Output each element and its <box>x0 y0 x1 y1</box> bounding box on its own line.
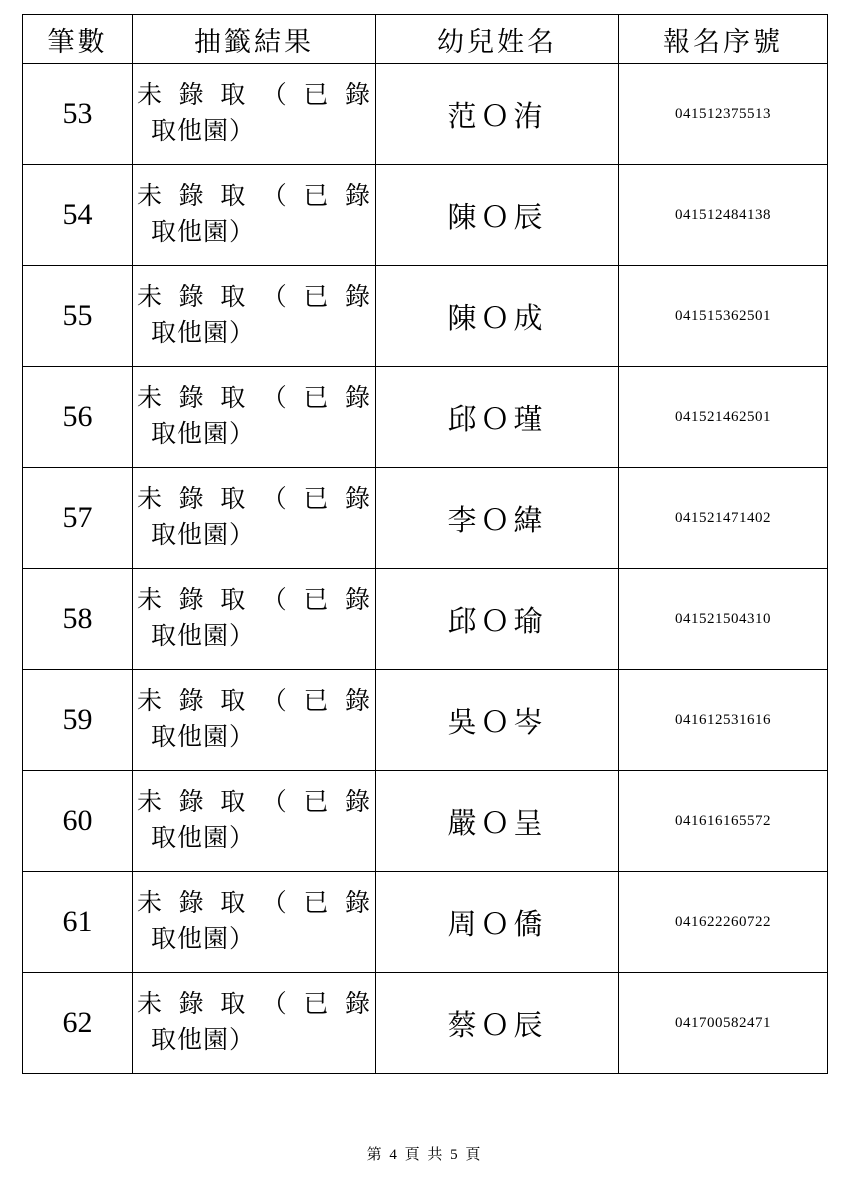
cell-result <box>133 973 376 1074</box>
result-line-2: 取他園） <box>151 926 256 953</box>
cell-count: 57 <box>23 468 133 569</box>
result-line-2: 取他園） <box>151 522 256 549</box>
result-line-1: 未錄取（已錄 <box>137 586 371 614</box>
cell-count: 56 <box>23 367 133 468</box>
result-line-2: 取他園） <box>151 421 256 448</box>
result-line-2: 取他園） <box>151 825 256 852</box>
cell-result <box>133 569 376 670</box>
table-row <box>23 569 828 670</box>
lottery-results-table <box>22 14 828 1074</box>
cell-count: 62 <box>23 973 133 1074</box>
result-line-1: 未錄取（已錄 <box>137 889 371 917</box>
result-line-1: 未錄取（已錄 <box>137 182 371 210</box>
column-header-result: 抽籤結果 <box>133 15 376 64</box>
page-footer: 第 4 頁 共 5 頁 <box>366 1147 483 1163</box>
cell-serial: 041521504310 <box>619 569 828 670</box>
table-body <box>23 64 828 1074</box>
cell-serial: 041515362501 <box>619 266 828 367</box>
cell-serial: 041612531616 <box>619 670 828 771</box>
cell-serial: 041512375513 <box>619 64 828 165</box>
table-row <box>23 165 828 266</box>
cell-count: 54 <box>23 165 133 266</box>
result-line-1: 未錄取（已錄 <box>137 687 371 715</box>
cell-result <box>133 771 376 872</box>
table-header <box>23 15 828 64</box>
cell-serial: 041521471402 <box>619 468 828 569</box>
cell-count: 61 <box>23 872 133 973</box>
cell-name: 范Ｏ洧 <box>376 64 619 165</box>
cell-result <box>133 367 376 468</box>
cell-name: 邱Ｏ瑾 <box>376 367 619 468</box>
cell-serial: 041616165572 <box>619 771 828 872</box>
table-row <box>23 266 828 367</box>
cell-name: 嚴Ｏ呈 <box>376 771 619 872</box>
cell-name: 李Ｏ緯 <box>376 468 619 569</box>
cell-count: 53 <box>23 64 133 165</box>
table-row <box>23 367 828 468</box>
cell-count: 55 <box>23 266 133 367</box>
column-header-count: 筆數 <box>23 15 133 64</box>
cell-serial: 041512484138 <box>619 165 828 266</box>
result-line-1: 未錄取（已錄 <box>137 990 371 1018</box>
cell-name: 陳Ｏ成 <box>376 266 619 367</box>
cell-result <box>133 165 376 266</box>
result-line-2: 取他園） <box>151 118 256 145</box>
result-line-1: 未錄取（已錄 <box>137 283 371 311</box>
table-row <box>23 670 828 771</box>
cell-name: 邱Ｏ瑜 <box>376 569 619 670</box>
cell-count: 58 <box>23 569 133 670</box>
result-line-1: 未錄取（已錄 <box>137 485 371 513</box>
table-row <box>23 64 828 165</box>
result-line-2: 取他園） <box>151 1027 256 1054</box>
result-line-1: 未錄取（已錄 <box>137 788 371 816</box>
cell-result <box>133 266 376 367</box>
result-line-1: 未錄取（已錄 <box>137 81 371 109</box>
table-row <box>23 468 828 569</box>
cell-name: 周Ｏ僑 <box>376 872 619 973</box>
cell-result <box>133 872 376 973</box>
column-header-serial: 報名序號 <box>619 15 828 64</box>
cell-name: 吳Ｏ岑 <box>376 670 619 771</box>
cell-name: 陳Ｏ辰 <box>376 165 619 266</box>
cell-result <box>133 670 376 771</box>
result-line-2: 取他園） <box>151 320 256 347</box>
column-header-name: 幼兒姓名 <box>376 15 619 64</box>
cell-result <box>133 64 376 165</box>
cell-name: 蔡Ｏ辰 <box>376 973 619 1074</box>
cell-serial: 041622260722 <box>619 872 828 973</box>
result-line-2: 取他園） <box>151 724 256 751</box>
table-row <box>23 771 828 872</box>
result-line-2: 取他園） <box>151 623 256 650</box>
cell-result <box>133 468 376 569</box>
cell-count: 60 <box>23 771 133 872</box>
cell-serial: 041700582471 <box>619 973 828 1074</box>
table-row <box>23 872 828 973</box>
table-header-row <box>23 15 828 64</box>
cell-serial: 041521462501 <box>619 367 828 468</box>
result-line-2: 取他園） <box>151 219 256 246</box>
result-line-1: 未錄取（已錄 <box>137 384 371 412</box>
table-row <box>23 973 828 1074</box>
cell-count: 59 <box>23 670 133 771</box>
